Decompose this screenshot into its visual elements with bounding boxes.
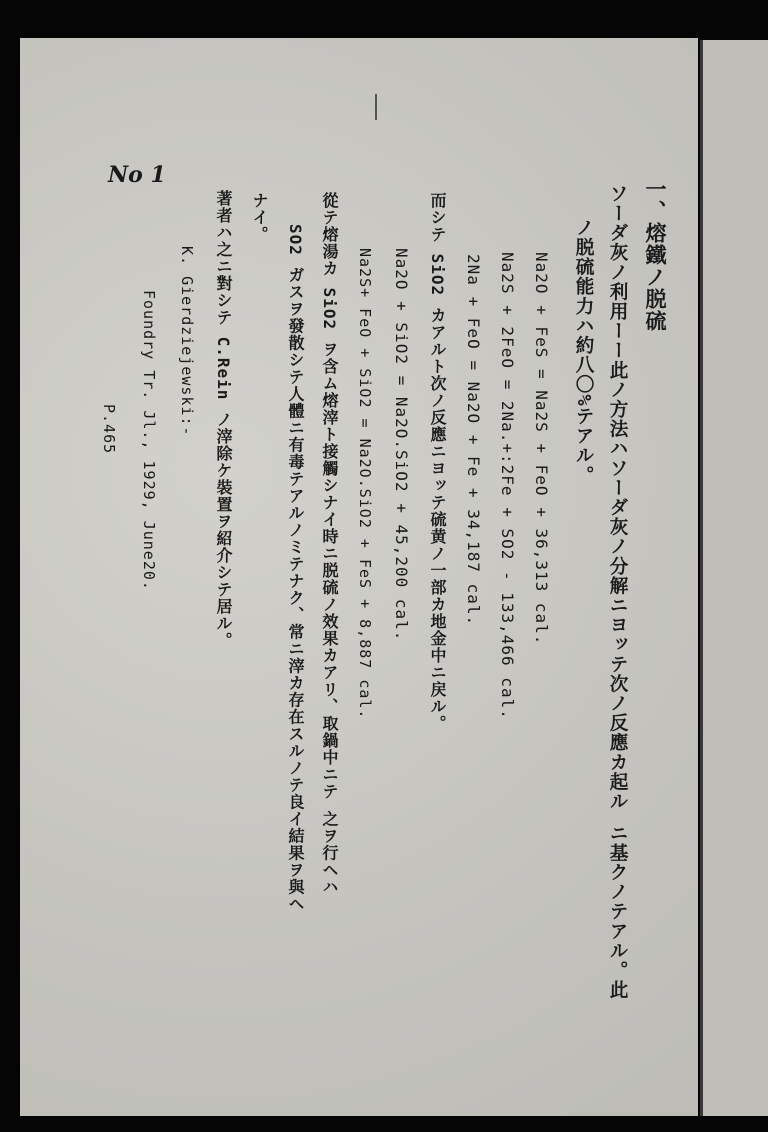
page-marker: No 1 xyxy=(108,162,166,188)
paragraph-2: 而シテ SiO2 カアルト次ノ反應ニヨッテ硫黄ノ一部カ地金中ニ戻ル。 xyxy=(428,192,447,732)
adjacent-page-edge xyxy=(700,40,768,1116)
heading: 一、熔鐵ノ脱硫 xyxy=(643,178,667,332)
citation: Foundry Tr. Jl., 1929, June20. xyxy=(140,290,158,591)
equation-1: Na2O + FeS = Na2S + FeO + 36,313 cal. xyxy=(532,252,551,646)
paragraph-4: 著者ハ之ニ對シテ C.Rein ノ滓除ケ裝置ヲ紹介シテ居ル。 xyxy=(214,190,233,650)
paragraph-3-line-2: SO2 ガスヲ發散シテ人體ニ有毒テアルノミテナク、常ニ滓カ存在スルノテ良イ結果ヲ與ヘ xyxy=(286,224,305,913)
paragraph-1-line-2: ノ脱硫能力ハ約八〇%テアル。 xyxy=(573,218,594,485)
paragraph-1-line-1: ソーダ灰ノ利用ーー此ノ方法ハソーダ灰ノ分解ニヨッテ次ノ反應カ起ル ニ基クノテアル。此 xyxy=(607,184,628,1000)
equation-4: Na2O + SiO2 = Na2O.SiO2 + 45,200 cal. xyxy=(392,248,411,642)
author-name: K. Gierdziejewski:- xyxy=(178,246,196,437)
punch-mark xyxy=(375,94,377,120)
paragraph-3-line-1: 從テ熔湯カ SiO2 ヲ含ム熔滓ト接觸シナイ時ニ脱硫ノ效果カアリ、取鍋中ニテ 之ヲ行ヘハ xyxy=(320,192,339,896)
page-reference: P.465 xyxy=(100,404,118,455)
equation-5: Na2S+ FeO + SiO2 = Na2O.SiO2 + FeS + 8,887 cal. xyxy=(356,248,374,720)
paragraph-3-line-3: ナイ。 xyxy=(250,192,269,243)
equation-2: Na2S + 2FeO = 2Na.+:2Fe + SO2 - 133,466 cal. xyxy=(498,252,517,720)
equation-3: 2Na + FeO = Na2O + Fe + 34,187 cal. xyxy=(464,254,483,627)
